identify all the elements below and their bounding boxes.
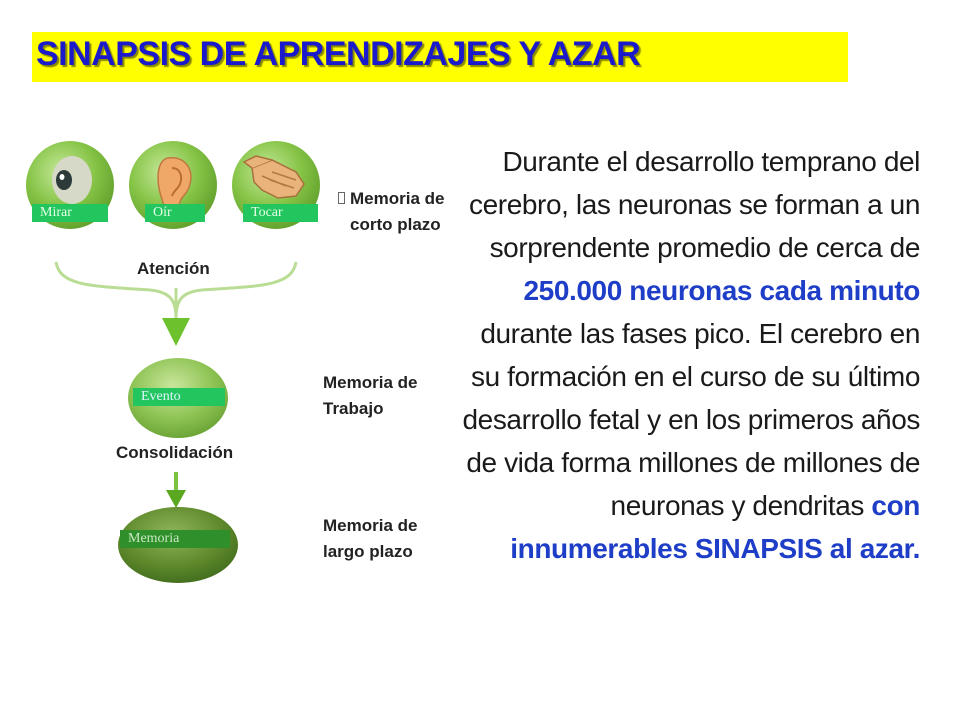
attention-label: Atención bbox=[137, 259, 210, 278]
arrow-down-icon bbox=[166, 490, 186, 508]
short-term-memory-label: Memoria de corto plazo bbox=[350, 189, 445, 234]
tag-mirar: Mirar bbox=[32, 204, 108, 222]
arrow-down-icon bbox=[162, 318, 190, 346]
tag-evento: Evento bbox=[133, 388, 225, 406]
body-highlight-neurons: 250.000 neuronas cada minuto bbox=[523, 275, 920, 306]
working-memory-label: Memoria de Trabajo bbox=[323, 373, 418, 418]
body-paragraph bbox=[452, 140, 920, 570]
long-term-memory-label: Memoria de largo plazo bbox=[323, 516, 418, 561]
tag-oir: Oír bbox=[145, 204, 205, 222]
tag-memoria: Memoria bbox=[120, 530, 230, 548]
placeholder-box bbox=[338, 192, 345, 204]
body-text-part2: durante las fases pico. El cerebro en su formación en el curso de su último desarrollo fetal y en los primeros años de vida forma millones de millones de neuronas y dendritas bbox=[462, 318, 920, 521]
page-title: SINAPSIS DE APRENDIZAJES Y AZAR bbox=[36, 35, 641, 73]
consolidation-label: Consolidación bbox=[116, 443, 234, 462]
body-text-part1: Durante el desarrollo temprano del cerebro, las neuronas se forman a un sorprendente promedio de cerca de bbox=[469, 146, 920, 263]
tag-tocar: Tocar bbox=[243, 204, 318, 222]
body-highlight-synapses: con innumerables SINAPSIS al azar. bbox=[510, 490, 920, 564]
